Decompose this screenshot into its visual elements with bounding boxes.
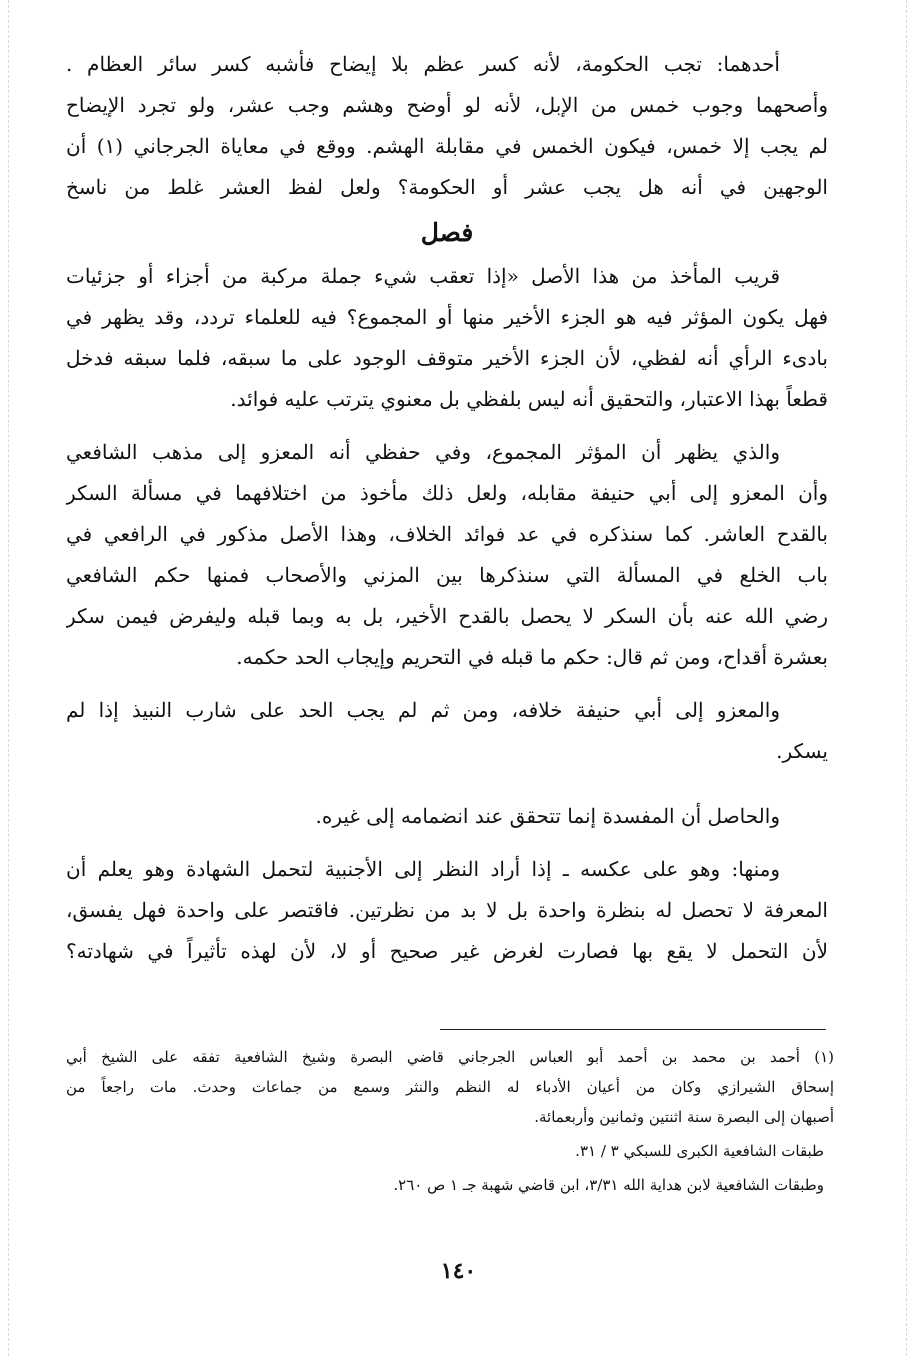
footnote-source: طبقات الشافعية الكبرى للسبكي ٣ / ٣١. bbox=[575, 1142, 824, 1160]
text-line: باب الخلع في المسألة التي سنذكرها بين المزني والأصحاب فمنها حكم الشافعي bbox=[66, 563, 828, 587]
paragraph-1 bbox=[66, 44, 828, 208]
text-line: والحاصل أن المفسدة إنما تتحقق عند انضمامه إلى غيره. bbox=[315, 804, 780, 828]
footnote-separator bbox=[440, 1029, 826, 1030]
footnote-source: وطبقات الشافعية لابن هداية الله ٣/٣١، ابن قاضي شهبة جـ ١ ص ٢٦٠. bbox=[393, 1176, 824, 1194]
paragraph-6 bbox=[66, 849, 828, 972]
scan-edge-left bbox=[8, 0, 9, 1356]
text-line: الوجهين في أنه هل يجب عشر أو الحكومة؟ ولعل لفظ العشر غلط من ناسخ bbox=[66, 175, 828, 199]
paragraph-2 bbox=[66, 256, 828, 420]
footnotes bbox=[66, 1042, 834, 1200]
text-line: وأصحهما وجوب خمس من الإبل، لأنه لو أوضح وهشم وجب عشر، ولو تجرد الإيضاح bbox=[66, 93, 828, 117]
text-line: قريب المأخذ من هذا الأصل «إذا تعقب شيء جملة مركبة من أجزاء أو جزئيات bbox=[66, 264, 780, 288]
footnote-line: أصبهان إلى البصرة سنة اثنتين وثمانين وأربعمائة. bbox=[534, 1108, 834, 1126]
text-line: فهل يكون المؤثر فيه هو الجزء الأخير منها أو المجموع؟ فيه للعلماء تردد، وقد يظهر في bbox=[66, 305, 828, 329]
text-line: والذي يظهر أن المؤثر المجموع، وفي حفظي أنه المعزو إلى مذهب الشافعي bbox=[66, 440, 780, 464]
paragraph-4 bbox=[66, 690, 828, 772]
text-line: أحدهما: تجب الحكومة، لأنه كسر عظم بلا إيضاح فأشبه كسر سائر العظام . bbox=[66, 52, 780, 76]
text-line: بالقدح العاشر. كما سنذكره في عد فوائد الخلاف، وهذا الأصل مذكور في الرافعي في bbox=[66, 522, 828, 546]
paragraph-5 bbox=[66, 796, 828, 837]
main-text bbox=[66, 44, 828, 972]
text-line: قطعاً بهذا الاعتبار، والتحقيق أنه ليس بلفظي بل معنوي يترتب عليه فوائد. bbox=[230, 387, 828, 411]
paragraph-3 bbox=[66, 432, 828, 678]
text-line: ومنها: وهو على عكسه ـ إذا أراد النظر إلى الأجنبية لتحمل الشهادة وهو يعلم أن bbox=[66, 857, 780, 881]
text-line: لم يجب إلا خمس، فيكون الخمس في مقابلة الهشم. ووقع في معاياة الجرجاني (١) أن bbox=[66, 134, 828, 158]
footnote-line: (١) أحمد بن محمد بن أحمد أبو العباس الجرجاني قاضي البصرة وشيخ الشافعية تفقه على الشيخ أبي bbox=[66, 1048, 834, 1066]
text-line: لأن التحمل لا يقع بها فصارت لغرض غير صحيح أو لا، لأن لهذه تأثيراً في شهادته؟ bbox=[66, 939, 828, 963]
text-line: والمعزو إلى أبي حنيفة خلافه، ومن ثم لم يجب الحد على شارب النبيذ إذا لم bbox=[66, 698, 780, 722]
text-line: يسكر. bbox=[776, 739, 828, 763]
text-line: رضي الله عنه بأن السكر لا يحصل بالقدح الأخير، بل به وبما قبله وليفرض فيمن سكر bbox=[66, 604, 828, 628]
text-line: بعشرة أقداح، ومن ثم قال: حكم ما قبله في التحريم وإيجاب الحد حكمه. bbox=[236, 645, 828, 669]
text-line: بادىء الرأي أنه لفظي، لأن الجزء الأخير متوقف الوجود على ما سبقه، فلما سبقه فدخل bbox=[66, 346, 828, 370]
footnote-line: إسحاق الشيرازي وكان من أعيان الأدباء له النظم والنثر وسمع من جماعات وحدث. مات راجعاً من bbox=[66, 1078, 834, 1096]
scan-edge-right bbox=[906, 0, 907, 1356]
section-heading: فصل bbox=[420, 218, 474, 247]
text-line: المعرفة لا تحصل له بنظرة واحدة بل لا بد من نظرتين. فاقتصر على واحدة فهل يفسق، bbox=[66, 898, 828, 922]
text-line: وأن المعزو إلى أبي حنيفة مقابله، ولعل ذلك مأخوذ من اختلافهما في مسألة السكر bbox=[66, 481, 828, 505]
page-number: ١٤٠ bbox=[440, 1258, 477, 1284]
